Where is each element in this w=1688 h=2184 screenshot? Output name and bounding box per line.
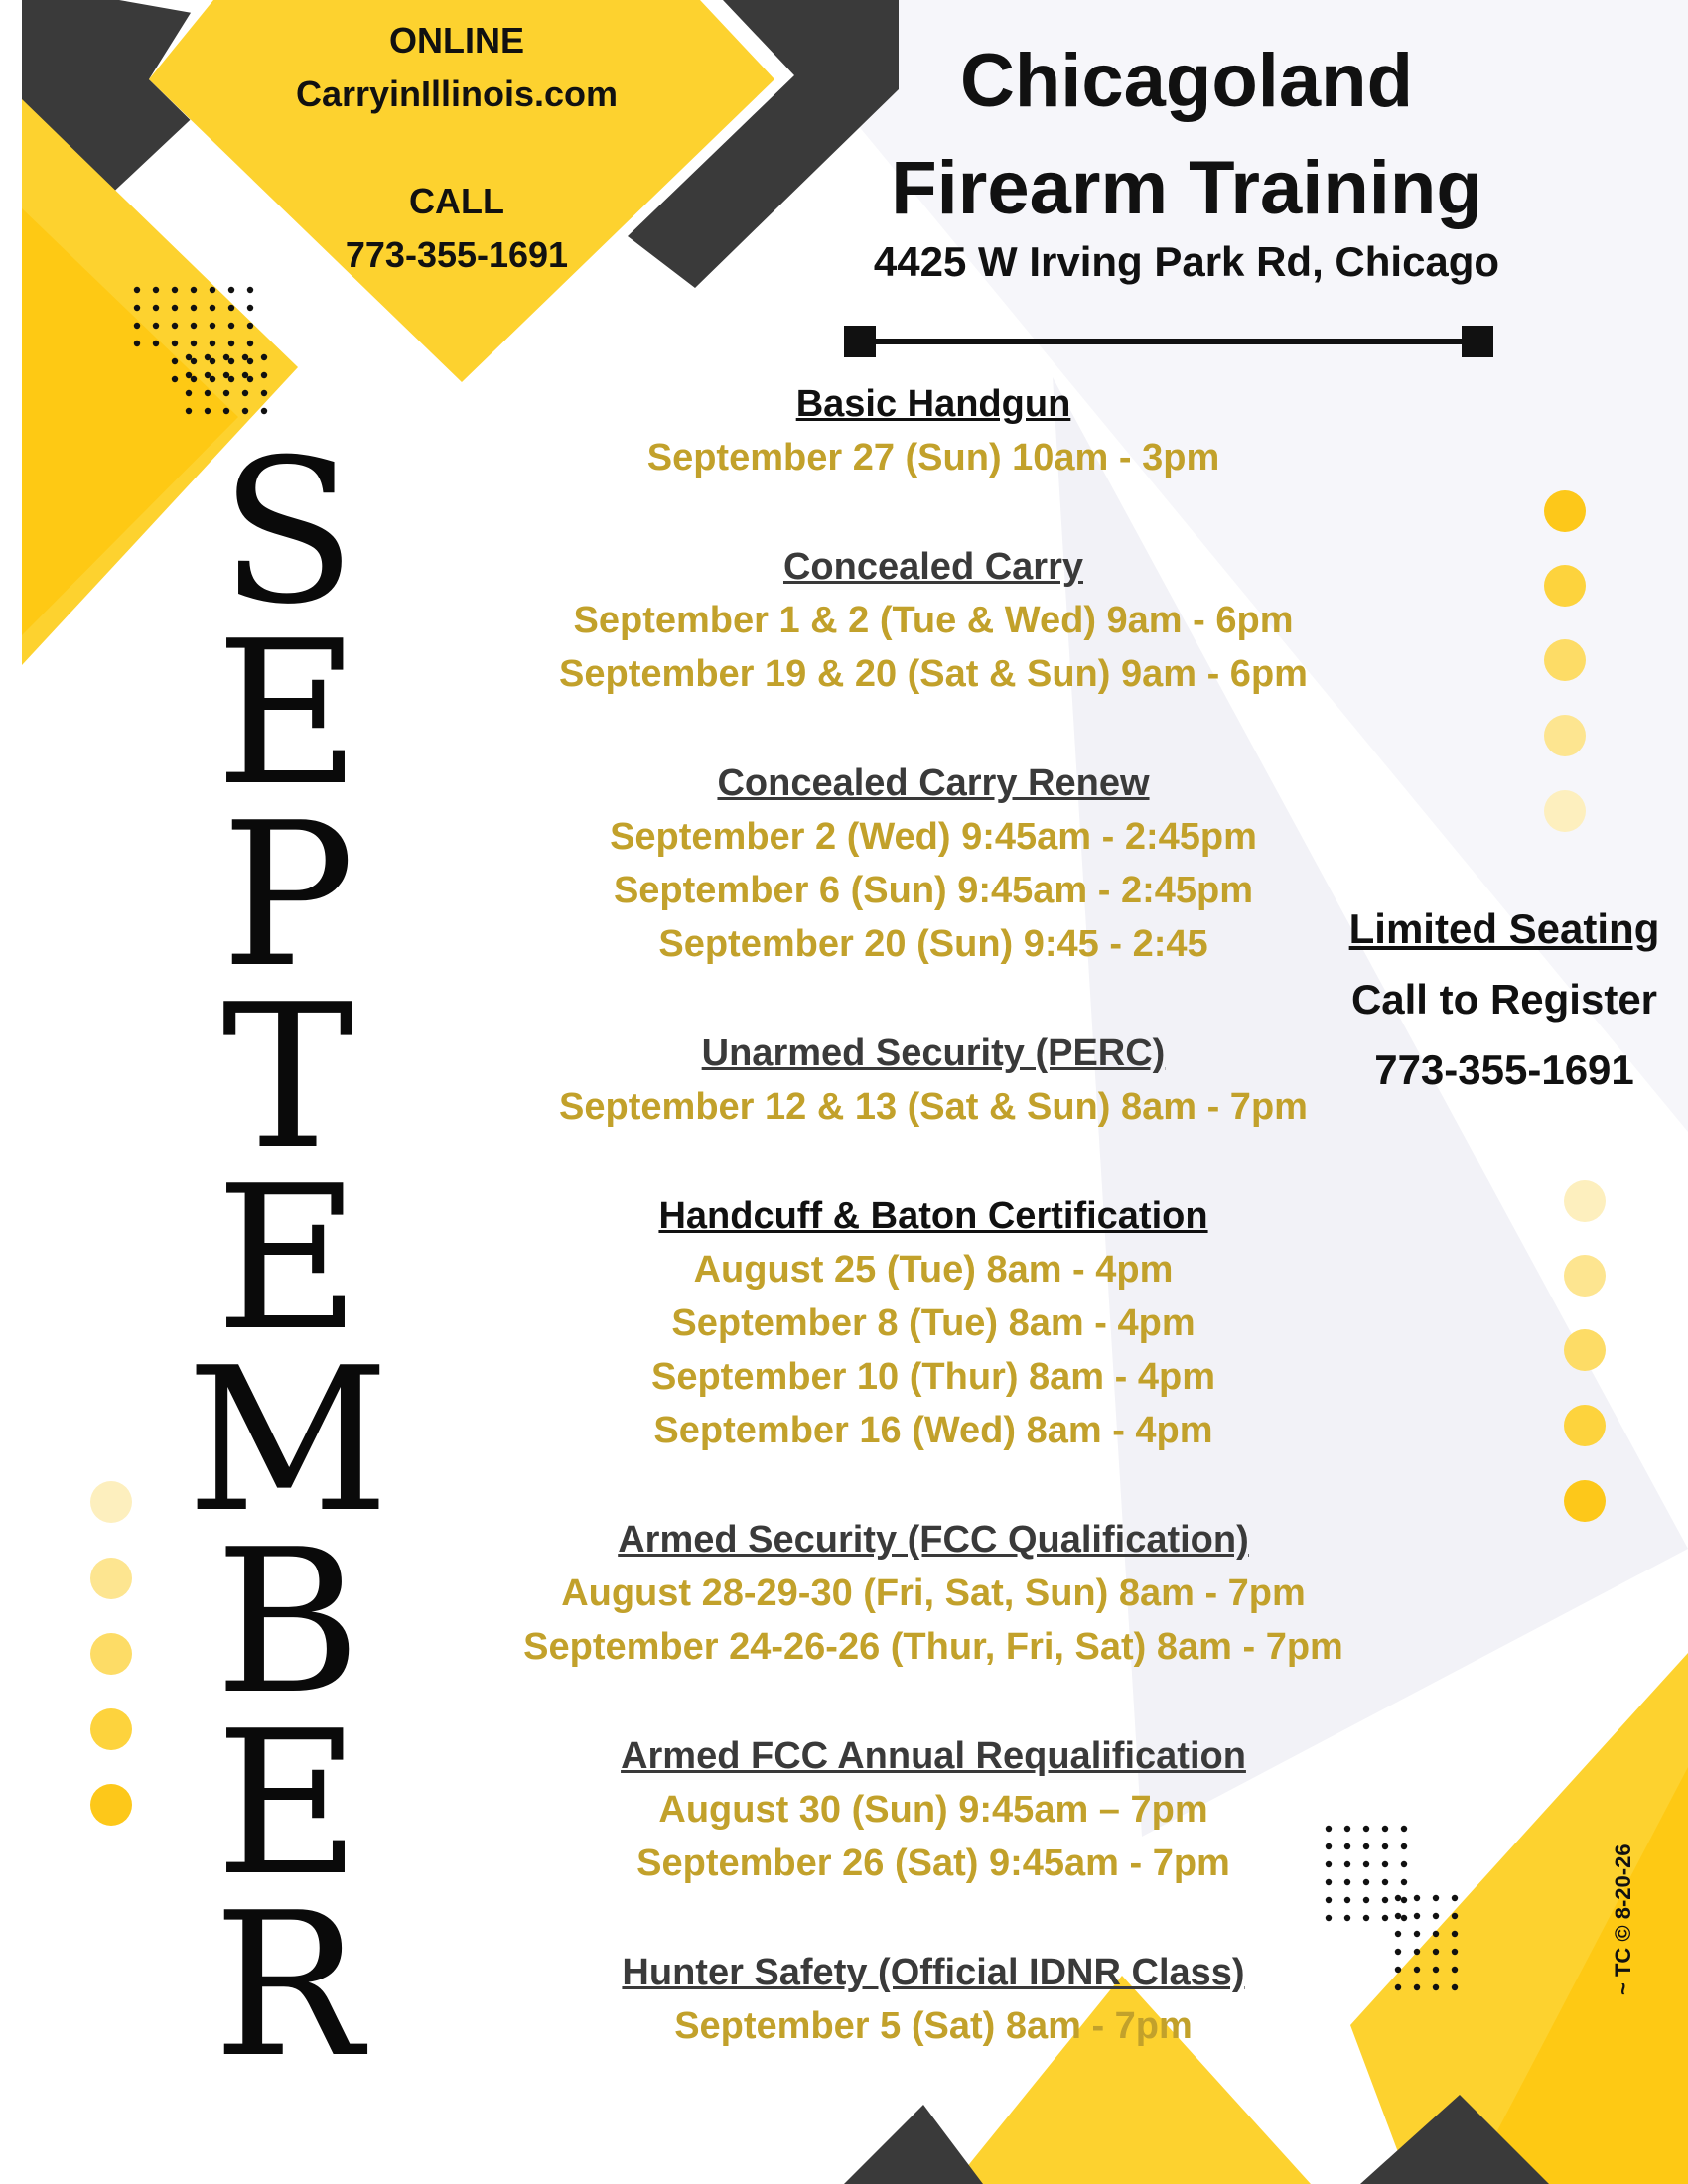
course-session: August 30 (Sun) 9:45am – 7pm xyxy=(658,1789,1208,1831)
month-letter: E xyxy=(215,1144,360,1375)
dot-pattern xyxy=(1452,1967,1458,1973)
footer-tag: ~ TC © 8-20-26 xyxy=(1611,1843,1635,1995)
yellow-circle xyxy=(1564,1255,1606,1297)
yellow-circle xyxy=(1544,639,1586,681)
yellow-circle xyxy=(1544,490,1586,532)
dot-pattern xyxy=(1401,1843,1407,1849)
dot-pattern xyxy=(228,358,234,364)
month-letter: E xyxy=(215,599,360,830)
dot-pattern xyxy=(1433,1967,1439,1973)
dot-pattern xyxy=(134,287,140,293)
dot-pattern xyxy=(172,341,178,346)
dot-pattern xyxy=(153,341,159,346)
dot-pattern xyxy=(210,287,215,293)
dot-pattern xyxy=(261,390,267,396)
course-block xyxy=(477,1513,1390,1674)
course-block xyxy=(477,377,1390,484)
course-session: September 10 (Thur) 8am - 4pm xyxy=(650,1356,1216,1398)
course-session: September 27 (Sun) 10am - 3pm xyxy=(646,437,1220,478)
yellow-circle xyxy=(90,1708,132,1750)
dot-pattern xyxy=(1414,1967,1420,1973)
phone-number[interactable]: 773-355-1691 xyxy=(345,234,569,275)
dot-pattern xyxy=(242,390,248,396)
dot-pattern xyxy=(210,358,215,364)
dot-pattern xyxy=(1401,1879,1407,1885)
yellow-circle xyxy=(90,1481,132,1523)
dot-pattern xyxy=(153,287,159,293)
dot-pattern xyxy=(1395,1949,1401,1955)
dot-pattern xyxy=(242,354,248,360)
dot-pattern xyxy=(1433,1913,1439,1919)
dot-pattern xyxy=(1414,1949,1420,1955)
registration-note xyxy=(1321,893,1688,1105)
course-title: Hunter Safety (Official IDNR Class) xyxy=(622,1952,1245,1993)
limited-seating: Limited Seating xyxy=(1348,905,1660,952)
dot-pattern xyxy=(1401,1826,1407,1832)
course-block xyxy=(477,540,1390,701)
dot-pattern xyxy=(228,376,234,382)
dot-pattern xyxy=(242,372,248,378)
course-block xyxy=(477,1026,1390,1134)
course-session: September 5 (Sat) 8am - 7pm xyxy=(674,2005,1193,2047)
yellow-circle xyxy=(90,1784,132,1826)
dot-pattern xyxy=(134,323,140,329)
dot-pattern xyxy=(1401,1915,1407,1921)
dot-pattern xyxy=(1433,1984,1439,1990)
dot-pattern xyxy=(228,305,234,311)
page-title xyxy=(844,28,1529,242)
dot-pattern xyxy=(134,305,140,311)
dot-pattern xyxy=(191,376,197,382)
dot-pattern xyxy=(205,372,211,378)
course-block xyxy=(477,756,1390,971)
course-session: September 16 (Wed) 8am - 4pm xyxy=(653,1410,1213,1451)
dot-pattern xyxy=(261,408,267,414)
dot-pattern xyxy=(1414,1895,1420,1901)
yellow-circle xyxy=(1544,790,1586,832)
course-title: Concealed Carry Renew xyxy=(717,762,1150,804)
dot-pattern xyxy=(1395,1984,1401,1990)
dot-pattern xyxy=(228,287,234,293)
course-title: Basic Handgun xyxy=(795,383,1071,425)
dot-pattern xyxy=(223,354,229,360)
dot-pattern xyxy=(1433,1895,1439,1901)
course-block xyxy=(477,1946,1390,2053)
month-letter: S xyxy=(219,417,356,648)
course-session: September 12 & 13 (Sat & Sun) 8am - 7pm xyxy=(559,1086,1308,1128)
contact-box xyxy=(199,14,715,282)
dot-pattern xyxy=(153,323,159,329)
dot-pattern xyxy=(210,323,215,329)
month-letter: B xyxy=(214,1507,361,1738)
dot-pattern xyxy=(172,323,178,329)
course-session: August 25 (Tue) 8am - 4pm xyxy=(693,1249,1174,1291)
dot-pattern xyxy=(186,354,192,360)
dot-pattern xyxy=(242,408,248,414)
dot-pattern xyxy=(210,305,215,311)
month-letter: T xyxy=(221,962,354,1193)
dot-pattern xyxy=(1452,1949,1458,1955)
yellow-circle xyxy=(1564,1180,1606,1222)
dot-pattern xyxy=(1452,1984,1458,1990)
dot-pattern xyxy=(210,341,215,346)
dot-pattern xyxy=(191,323,197,329)
course-session: August 28-29-30 (Fri, Sat, Sun) 8am - 7pm xyxy=(561,1572,1306,1614)
dot-pattern xyxy=(247,305,253,311)
dot-pattern xyxy=(1452,1913,1458,1919)
dot-pattern xyxy=(247,376,253,382)
dot-pattern xyxy=(1452,1895,1458,1901)
dot-pattern xyxy=(186,408,192,414)
dot-pattern xyxy=(1433,1949,1439,1955)
dot-pattern xyxy=(172,358,178,364)
dot-pattern xyxy=(186,372,192,378)
month-vertical-text xyxy=(179,417,397,2102)
register-phone[interactable]: 773-355-1691 xyxy=(1374,1046,1634,1093)
dot-pattern xyxy=(223,390,229,396)
month-letter: P xyxy=(220,780,355,1012)
dot-pattern xyxy=(191,341,197,346)
yellow-circle xyxy=(1564,1480,1606,1522)
yellow-circle xyxy=(90,1633,132,1675)
dot-pattern xyxy=(261,354,267,360)
title-line-2: Firearm Training xyxy=(891,146,1482,230)
dot-pattern xyxy=(1452,1931,1458,1937)
dot-pattern xyxy=(191,358,197,364)
course-block xyxy=(477,1189,1390,1457)
dot-pattern xyxy=(1395,1931,1401,1937)
call-to-register: Call to Register xyxy=(1350,976,1658,1023)
dot-pattern xyxy=(172,287,178,293)
course-title: Unarmed Security (PERC) xyxy=(701,1032,1166,1074)
course-session: September 8 (Tue) 8am - 4pm xyxy=(671,1302,1196,1344)
dot-pattern xyxy=(247,358,253,364)
dot-pattern xyxy=(1401,1897,1407,1903)
dot-pattern xyxy=(172,376,178,382)
dot-pattern xyxy=(247,341,253,346)
yellow-circle xyxy=(1564,1329,1606,1371)
yellow-circle xyxy=(1544,715,1586,756)
course-session: September 19 & 20 (Sat & Sun) 9am - 6pm xyxy=(559,653,1308,695)
dot-pattern xyxy=(1414,1931,1420,1937)
course-session: September 2 (Wed) 9:45am - 2:45pm xyxy=(610,816,1257,858)
dot-pattern xyxy=(205,354,211,360)
course-title: Handcuff & Baton Certification xyxy=(658,1195,1208,1237)
course-session: September 24-26-26 (Thur, Fri, Sat) 8am - 7pm xyxy=(523,1626,1343,1668)
course-title: Armed FCC Annual Requalification xyxy=(621,1735,1246,1777)
dot-pattern xyxy=(1433,1931,1439,1937)
dot-pattern xyxy=(153,305,159,311)
course-session: September 26 (Sat) 9:45am - 7pm xyxy=(636,1843,1230,1884)
dot-pattern xyxy=(1414,1913,1420,1919)
dot-pattern xyxy=(261,372,267,378)
dot-pattern xyxy=(228,341,234,346)
dot-pattern xyxy=(172,305,178,311)
dot-pattern xyxy=(228,323,234,329)
course-title: Armed Security (FCC Qualification) xyxy=(618,1519,1249,1561)
dot-pattern xyxy=(134,341,140,346)
dot-pattern xyxy=(1395,1895,1401,1901)
dot-pattern xyxy=(191,287,197,293)
call-label: CALL xyxy=(409,181,504,221)
dot-pattern xyxy=(1395,1913,1401,1919)
month-letter: M xyxy=(186,1325,390,1557)
month-letter: R xyxy=(212,1870,363,2102)
dot-pattern xyxy=(1414,1984,1420,1990)
dot-pattern xyxy=(1401,1861,1407,1867)
course-title: Concealed Carry xyxy=(782,546,1083,588)
dot-pattern xyxy=(223,408,229,414)
month-letter: E xyxy=(215,1689,360,1920)
dot-pattern xyxy=(191,305,197,311)
yellow-circle xyxy=(1544,565,1586,607)
yellow-circle xyxy=(90,1558,132,1599)
dot-pattern xyxy=(247,323,253,329)
course-session: September 1 & 2 (Tue & Wed) 9am - 6pm xyxy=(573,600,1294,641)
dot-pattern xyxy=(223,372,229,378)
course-schedule xyxy=(477,377,1390,2109)
website-link[interactable]: CarryinIllinois.com xyxy=(295,73,619,114)
course-session: September 20 (Sun) 9:45 - 2:45 xyxy=(658,923,1208,965)
dot-pattern xyxy=(205,390,211,396)
online-label: ONLINE xyxy=(388,20,524,61)
title-line-1: Chicagoland xyxy=(959,39,1414,123)
course-session: September 6 (Sun) 9:45am - 2:45pm xyxy=(613,870,1254,911)
dot-pattern xyxy=(210,376,215,382)
dot-pattern xyxy=(1395,1967,1401,1973)
yellow-circle xyxy=(1564,1405,1606,1446)
address: 4425 W Irving Park Rd, Chicago xyxy=(873,238,1500,285)
dot-pattern xyxy=(186,390,192,396)
dot-pattern xyxy=(247,287,253,293)
course-block xyxy=(477,1729,1390,1890)
dot-pattern xyxy=(205,408,211,414)
